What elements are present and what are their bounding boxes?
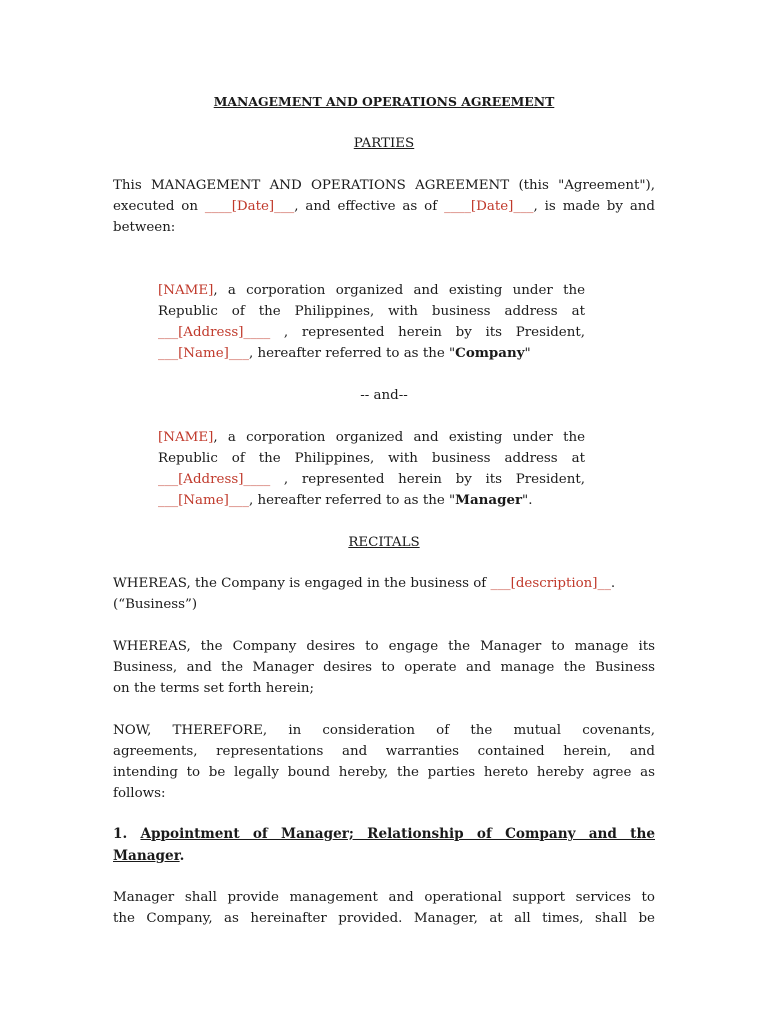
now-line-4: follows: bbox=[113, 786, 166, 801]
section1-body-line-2: the Company, as hereinafter provided. Manager, at all times, shall be bbox=[113, 911, 655, 926]
party2-line-4 bbox=[158, 490, 585, 511]
party-text: ". bbox=[522, 493, 533, 508]
intro-line-1: This MANAGEMENT AND OPERATIONS AGREEMENT (this "Agreement"), bbox=[113, 178, 655, 193]
party-text: , represented herein by its President, bbox=[270, 472, 585, 487]
date-placeholder: ____[Date]___ bbox=[444, 199, 534, 214]
party-text: , hereafter referred to as the " bbox=[248, 493, 456, 508]
party1-line-3 bbox=[158, 322, 585, 343]
intro-text: , is made by and bbox=[533, 199, 656, 214]
now-line-2: agreements, representations and warranties contained herein, and bbox=[113, 744, 655, 759]
section-number: 1. bbox=[113, 826, 141, 842]
recitals-heading: RECITALS bbox=[348, 535, 420, 550]
description-placeholder: ___[description]__ bbox=[490, 576, 611, 591]
whereas-text: . bbox=[610, 576, 616, 591]
whereas1-line-1 bbox=[113, 573, 655, 594]
party-text: " bbox=[524, 346, 531, 361]
role-company: Company bbox=[455, 345, 525, 361]
party-text: , a corporation organized and existing under the bbox=[213, 283, 585, 298]
now-line-1: NOW, THEREFORE, in consideration of the mutual covenants, bbox=[113, 723, 655, 738]
now-line-3: intending to be legally bound hereby, the parties hereto hereby agree as bbox=[113, 765, 655, 780]
party1-line-1 bbox=[158, 280, 585, 301]
president-placeholder: ___[Name]___ bbox=[158, 346, 249, 361]
section1-title-line-1 bbox=[113, 824, 655, 845]
president-placeholder: ___[Name]___ bbox=[158, 493, 249, 508]
role-manager: Manager bbox=[455, 492, 523, 508]
party1-line-4 bbox=[158, 343, 585, 364]
whereas1-line-2: (“Business”) bbox=[113, 597, 198, 612]
party-text: , hereafter referred to as the " bbox=[248, 346, 456, 361]
party-text: , a corporation organized and existing under the bbox=[213, 430, 585, 445]
intro-text: executed on bbox=[113, 199, 205, 214]
and-separator: -- and-- bbox=[360, 388, 408, 403]
document-title: MANAGEMENT AND OPERATIONS AGREEMENT bbox=[213, 94, 555, 109]
section1-title-line-2 bbox=[113, 846, 655, 867]
party-text: , represented herein by its President, bbox=[270, 325, 585, 340]
whereas2-line-2: Business, and the Manager desires to operate and manage the Business bbox=[113, 660, 655, 675]
party2-line-2: Republic of the Philippines, with business address at bbox=[158, 451, 585, 466]
section-title: Manager bbox=[113, 848, 180, 864]
section-title-end: . bbox=[179, 848, 185, 864]
intro-text: , and effective as of bbox=[294, 199, 445, 214]
intro-line-3: between: bbox=[113, 220, 176, 235]
parties-heading: PARTIES bbox=[353, 136, 415, 151]
whereas-text: WHEREAS, the Company is engaged in the business of bbox=[113, 576, 491, 591]
whereas2-line-1: WHEREAS, the Company desires to engage the Manager to manage its bbox=[113, 639, 655, 654]
address-placeholder: ___[Address]____ bbox=[158, 472, 271, 487]
intro-line-2 bbox=[113, 196, 655, 217]
name-placeholder: [NAME] bbox=[158, 283, 214, 298]
party2-line-1 bbox=[158, 427, 585, 448]
address-placeholder: ___[Address]____ bbox=[158, 325, 271, 340]
section-title: Appointment of Manager; Relationship of Company and the bbox=[140, 826, 655, 842]
name-placeholder: [NAME] bbox=[158, 430, 214, 445]
whereas2-line-3: on the terms set forth herein; bbox=[113, 681, 315, 696]
party1-line-2: Republic of the Philippines, with business address at bbox=[158, 304, 585, 319]
date-placeholder: ____[Date]___ bbox=[204, 199, 295, 214]
party2-line-3 bbox=[158, 469, 585, 490]
section1-body-line-1: Manager shall provide management and operational support services to bbox=[113, 890, 655, 905]
